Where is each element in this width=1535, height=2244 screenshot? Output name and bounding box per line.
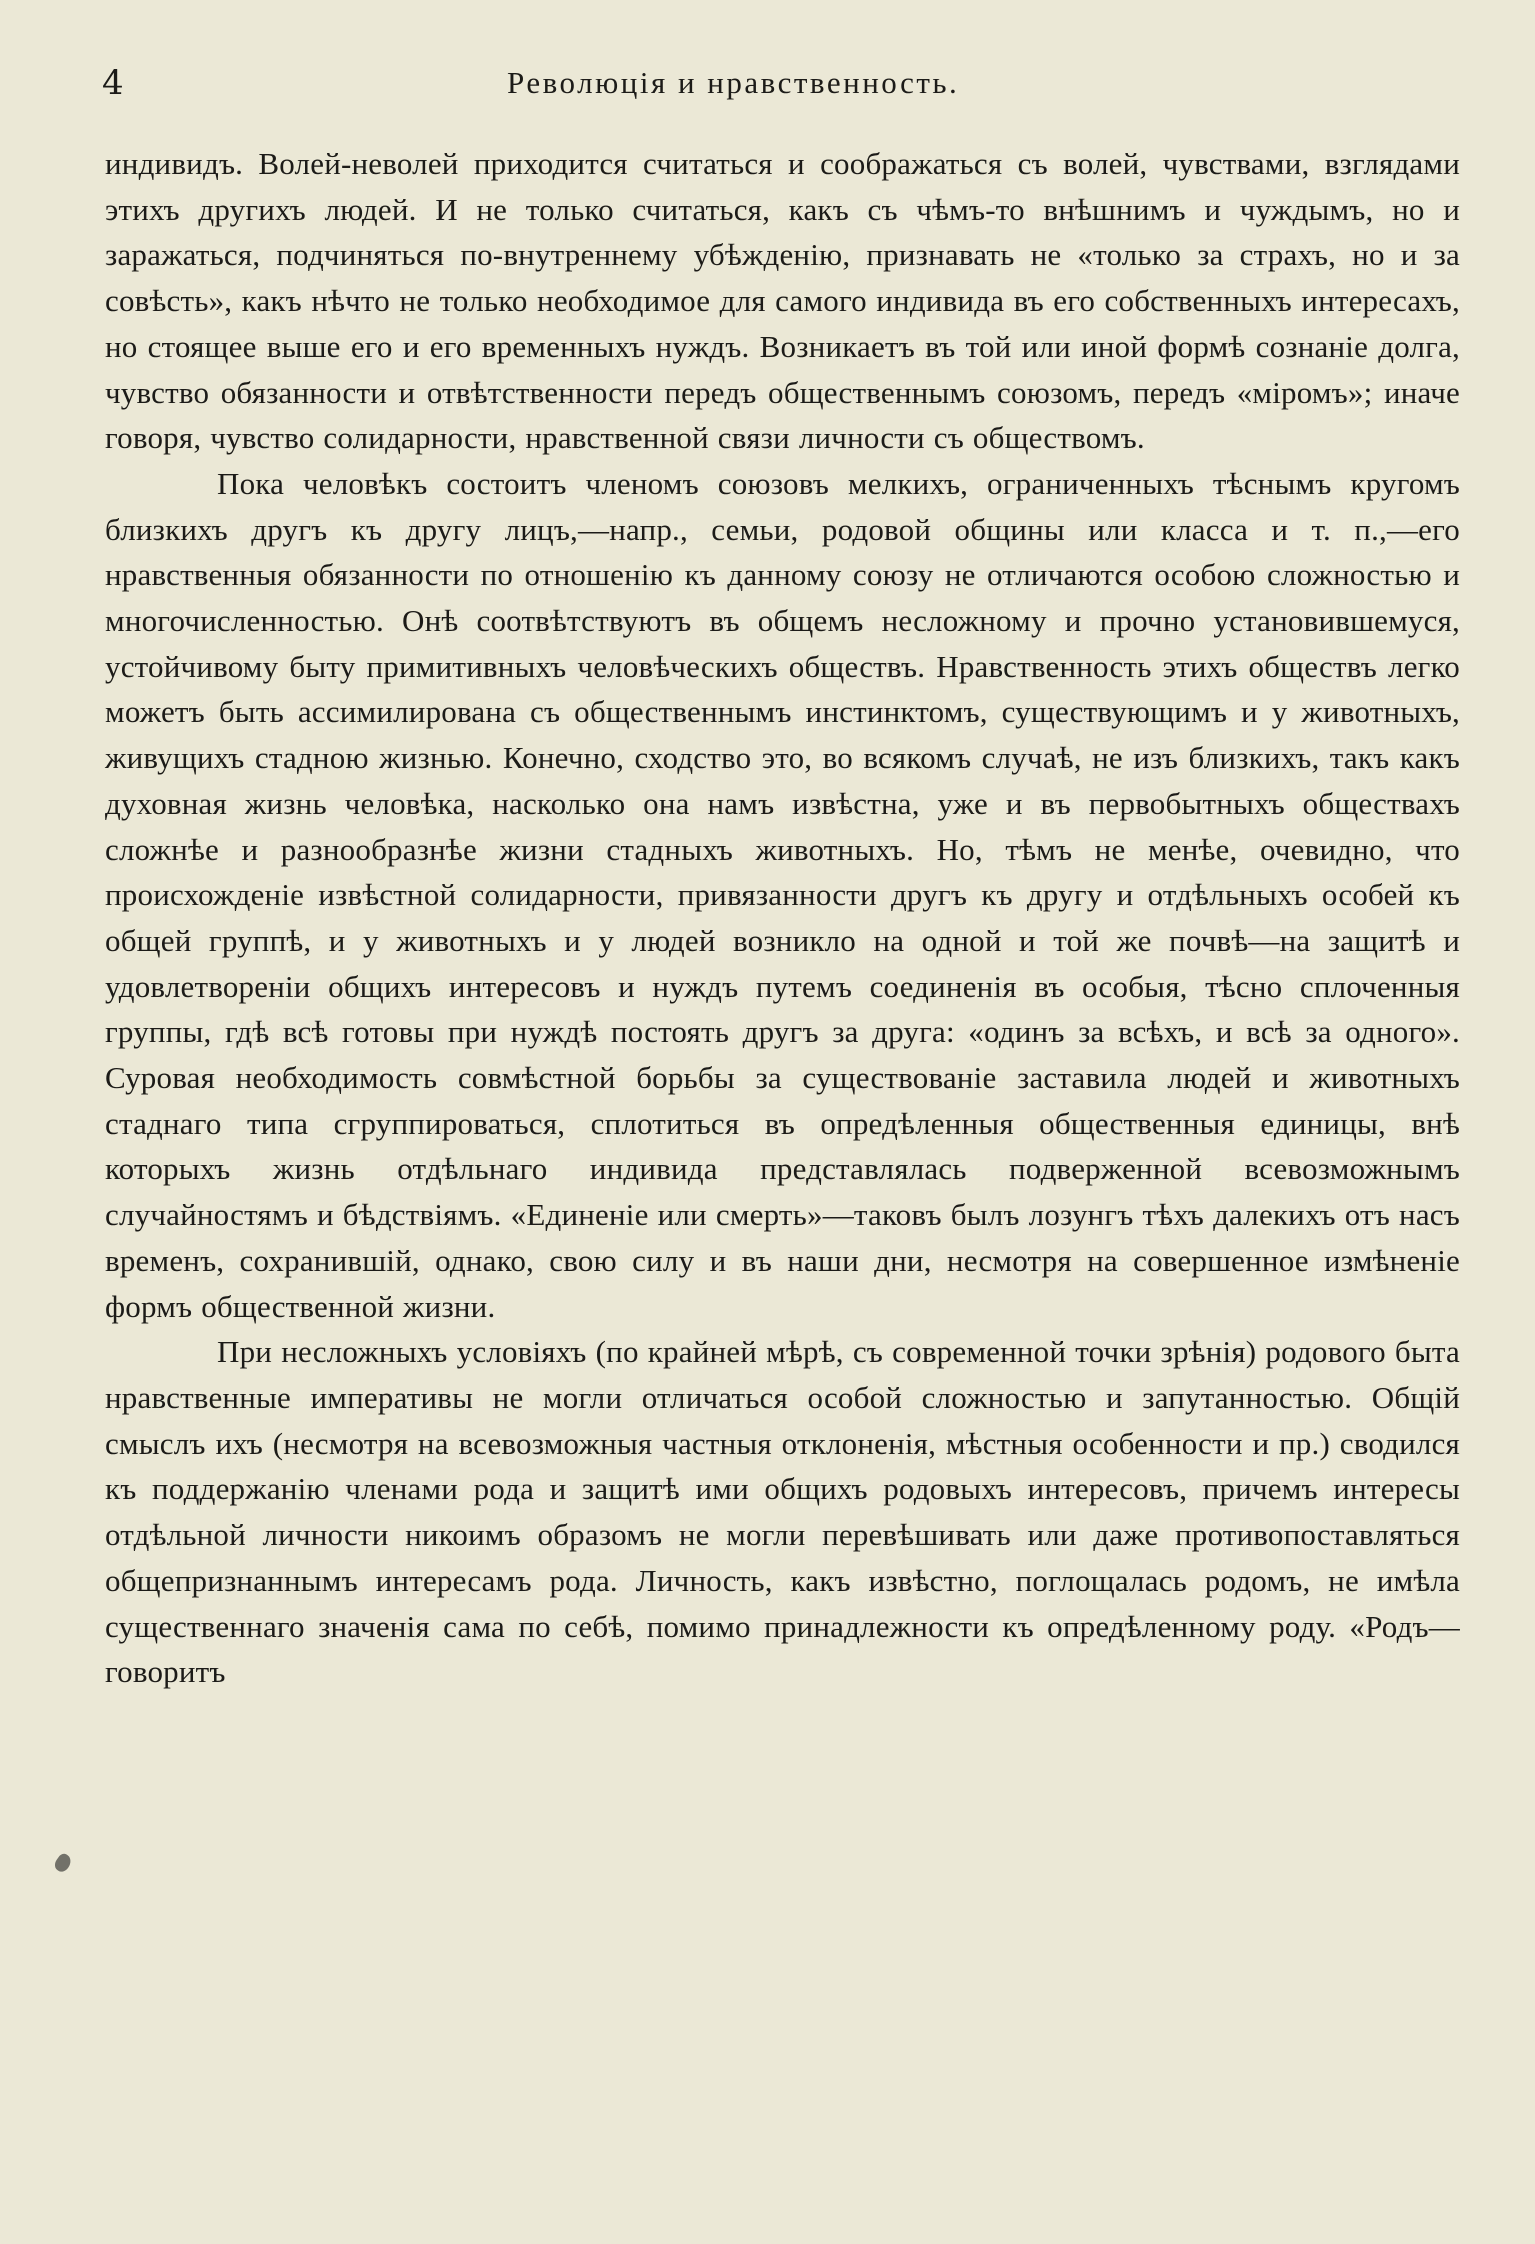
paragraph: Пока человѣкъ состоитъ членомъ союзовъ мелкихъ, ограниченныхъ тѣснымъ кругомъ близкихъ другъ къ другу лицъ,—напр., семьи, родовой общины или класса и т. п.,—его нравственныя обязанности по отношенію къ данному союзу не отличаются особою сложностью и многочисленностью. Онѣ соотвѣтствуютъ въ общемъ несложному и прочно установившемуся, устойчивому быту примитивныхъ человѣческихъ обществъ. Нравственность этихъ обществъ легко можетъ быть ассимилирована съ общественнымъ инстинктомъ, существующимъ и у животныхъ, живущихъ стадною жизнью. Конечно, сходство это, во всякомъ случаѣ, не изъ близкихъ, такъ какъ духовная жизнь человѣка, насколько она намъ извѣстна, уже и въ первобытныхъ обществахъ сложнѣе и разнообразнѣе жизни стадныхъ животныхъ. Но, тѣмъ не менѣе, очевидно, что происхожденіе извѣстной солидарности, привязанности другъ къ другу и отдѣльныхъ особей къ общей группѣ, и у животныхъ и у людей возникло на одной и той же почвѣ—на защитѣ и удовлетвореніи общихъ интересовъ и нуждъ путемъ соединенія въ особыя, тѣсно сплоченныя группы, гдѣ всѣ готовы при нуждѣ постоять другъ за друга: «одинъ за всѣхъ, и всѣ за одного». Суровая необходимость совмѣстной борьбы за существованіе заставила людей и животныхъ стаднаго типа сгруппироваться, сплотиться въ опредѣленныя общественныя единицы, внѣ которыхъ жизнь отдѣльнаго индивида представлялась подверженной всевозможнымъ случайностямъ и бѣдствіямъ. «Единеніе или смерть»—таковъ былъ лозунгъ тѣхъ далекихъ отъ насъ временъ, сохранившій, однако, свою силу и въ наши дни, несмотря на совершенное измѣненіе формъ общественной жизни. [105,465,1460,1324]
body-text [105,141,1460,1695]
page-header [102,60,1462,110]
paragraph-continued: индивидъ. Волей-неволей приходится считаться и соображаться съ волей, чувствами, взглядами этихъ другихъ людей. И не только считаться, какъ съ чѣмъ-то внѣшнимъ и чуждымъ, но и заражаться, подчиняться по-внутреннему убѣжденію, признавать не «только за страхъ, но и за совѣсть», какъ нѣчто не только необходимое для самого индивида въ его собственныхъ интересахъ, но стоящее выше его и его временныхъ нуждъ. Возникаетъ въ той или иной формѣ сознаніе долга, чувство обязанности и отвѣтственности передъ общественнымъ союзомъ, передъ «міромъ»; иначе говоря, чувство солидарности, нравственной связи личности съ обществомъ. [105,146,1460,456]
ink-speck [52,1852,74,1875]
paragraph: При несложныхъ условіяхъ (по крайней мѣрѣ, съ современной точки зрѣнія) родового быта нравственные императивы не могли отличаться особой сложностью и запутанностью. Общій смыслъ ихъ (несмотря на всевозможныя частныя отклоненія, мѣстныя особенности и пр.) сводился къ поддержанію членами рода и защитѣ ими общихъ родовыхъ интересовъ, причемъ интересы отдѣльной личности никоимъ образомъ не могли перевѣшивать или даже противопоставляться общепризнаннымъ интересамъ рода. Личность, какъ извѣстно, поглощалась родомъ, не имѣла существеннаго значенія сама по себѣ, помимо принадлежности къ опредѣленному роду. «Родъ—говоритъ [105,1334,1460,1690]
page-number: 4 [102,63,124,103]
running-title: Революція и нравственность. [507,65,960,100]
